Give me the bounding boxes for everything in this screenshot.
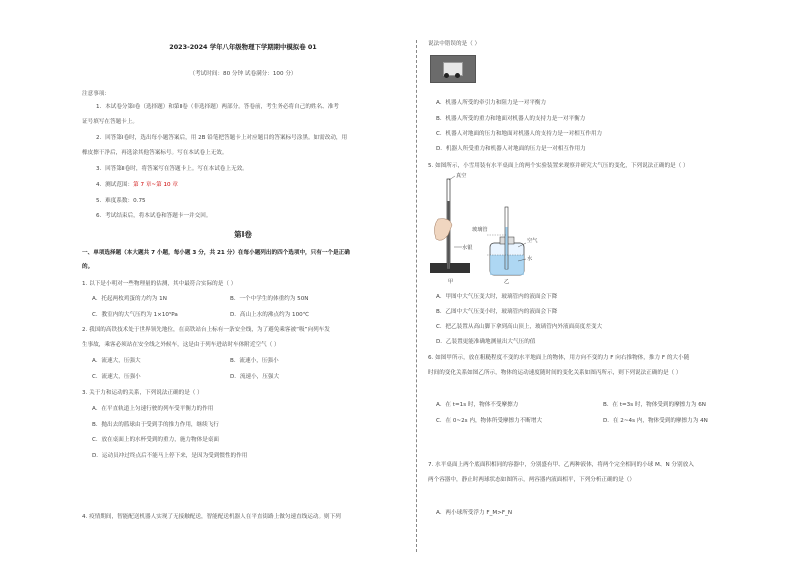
q2-option-c: C．流速大，压强小 [92,374,141,380]
q1-option-d: D．高山上水的沸点约为 100℃ [230,312,309,318]
q5-option-c: C．把乙装置从高山脚下拿到高山顶上，玻璃管内外液面高度差变大 [436,324,603,330]
section-intro-line-2: 的。 [82,264,94,270]
q3-option-d: D．运动员冲过终点后不能马上停下来，是因为受到惯性的作用 [92,453,248,459]
q6-option-c: C．在 0~2s 内，物体所受摩擦力不断增大 [436,418,543,424]
q4-stem: 4. 疫情期间，智能配送机器人实现了无接触配送，智能配送机器人在平直街路上做匀速直线运动。则下列 [82,514,341,520]
q4-option-b: B．机器人所受的重力和地面对机器人的支持力是一对平衡力 [436,116,586,122]
note-4 [96,182,178,189]
note-3: 3．回答第Ⅱ卷时，将答案写在答题卡上。写在本试卷上无效。 [96,166,248,172]
note-5: 5．难度系数：0.75 [96,198,146,204]
q3-option-b: B．抛出去的篮球由于受到手的推力作用，继续飞行 [92,422,219,428]
q1-option-b: B．一个中学生的体重约为 50N [230,296,309,302]
label-air: 空气 [527,238,538,244]
label-jia: 甲 [448,279,454,285]
section-title: 第Ⅰ卷 [234,230,252,239]
q5-option-b: B．乙图中大气压变小时，玻璃管内的液面会下降 [436,309,558,315]
left-column [78,0,408,562]
q5-stem: 5. 如图所示，小雪用装有水平桌面上的两个实验装置来观察并研究大气压的变化，下列说法正确的是（ ） [428,163,689,169]
label-water: 水 [527,256,533,262]
note-2-line-1: 2．回答第Ⅰ卷时，选出每小题答案后，用 2B 铅笔把答题卡上对应题目的答案标号涂黑。如需改动，用 [96,135,348,141]
label-mercury: 水银 [462,245,473,251]
q6-option-b: B．在 t=3s 时，物体受到的摩擦力为 6N [603,402,706,408]
barometer-apparatus [430,176,470,273]
q1-option-a: A．托起两枚鸡蛋的力约为 1N [92,296,167,302]
test-range: 第 7 章~第 10 章 [133,182,178,188]
exam-title: 2023-2024 学年八年级物理下学期期中模拟卷 01 [169,43,317,51]
note-2-line-2: 橡皮擦干净后，再选涂其他答案标号。写在本试卷上无效。 [82,150,228,156]
q3-option-a: A．在平直轨道上匀速行驶的列车受平衡力的作用 [92,406,214,412]
q2-option-a: A．流速大，压强大 [92,358,141,364]
pressure-experiment-diagram [428,171,558,286]
q5-option-d: D．乙装置更能准确地测量出大气压的值 [436,339,536,345]
q5-option-a: A．甲图中大气压变大时，玻璃管内的液面会下降 [436,294,558,300]
q4-option-c: C．机器人对地面的压力和地面对机器人的支持力是一对相互作用力 [436,131,603,137]
robot-wheel [444,73,449,78]
q7-stem-line-2: 两个容器中，静止时两球状态如图所示，两容器内液面相平，下列分析正确的是（） [428,477,635,483]
label-vacuum: 真空 [456,173,467,179]
exam-info: （考试时间：80 分钟 试卷满分：100 分） [189,71,297,77]
q4-option-d: D．机器人所受重力和机器人对地面的压力是一对相互作用力 [436,146,586,152]
q2-option-d: D．流速小，压强大 [230,374,280,380]
q1-stem: 1. 以下是小明对一些物理量的估测，其中最符合实际的是（ ） [82,281,237,287]
q3-stem: 3. 关于力和运动的关系，下列说法正确的是（ ） [82,390,203,396]
note-4-prefix: 4．测试范围： [96,182,134,188]
q7-stem-line-1: 7. 水平桌面上两个底面积相同的容器中，分别盛有甲、乙两种液体，将两个完全相同的小球 M、N 分别放入 [428,462,694,468]
q6-option-a: A．在 t=1s 时，物体不受摩擦力 [436,402,519,408]
q7-option-a: A．两小球所受浮力 F_M>F_N [436,510,513,516]
tube-water [506,227,508,269]
q1-option-c: C．教室内的大气压约为 1×10⁵Pa [92,312,178,318]
q6-stem-line-2: 时间的变化关系如图乙所示，物体的运动速度随时间的变化关系如图丙所示，则下列说法正确的是（ ） [428,370,682,376]
right-column [428,0,773,562]
q2-stem-line-2: 生事故，乘客必须站在安全线之外候车，这是由于列车进站时车体附近空气（ ） [82,342,280,348]
q2-option-b: B．流速小，压强小 [230,358,279,364]
label-yi: 乙 [504,279,510,285]
notes-heading: 注意事项： [82,91,110,97]
bottle-apparatus [487,207,526,275]
robot-wheel [455,73,460,78]
delivery-robot-photo [430,55,476,83]
q4-option-a: A．机器人所受的牵引力和阻力是一对平衡力 [436,100,547,106]
note-1-line-1: 1．本试卷分第Ⅰ卷（选择题）和第Ⅱ卷（非选择题）两部分。答卷前，考生务必将自己的姓名、准考 [96,104,339,110]
section-intro-line-1: 一、单项选择题（本大题共 7 小题，每小题 3 分，共 21 分）在每小题列出的四个选项中，只有一个是正确 [82,250,350,256]
note-6: 6．考试结束后，将本试卷和答题卡一并交回。 [96,213,212,219]
q4-stem-continued: 说法中错误的是（ ） [428,41,481,47]
q6-option-d: D．在 2~4s 内，物体受到的摩擦力为 4N [603,418,708,424]
q3-option-c: C．放在桌面上的水杯受到的重力，施力物体是桌面 [92,437,219,443]
label-glass-tube: 玻璃管 [472,227,488,233]
q2-stem-line-1: 2. 我国的高铁技术处于世界领先地位，在高铁站台上标有一条安全线，为了避免乘客被“吸”向列车发 [82,327,330,333]
q6-stem-line-1: 6. 如图甲所示，放在粗糙程度不变的水平地面上的物体，用方向不变的力 F 向右推物体，推力 F 的大小随 [428,355,690,361]
note-1-line-2: 证号填写在答题卡上。 [82,119,138,125]
column-divider [416,40,417,552]
